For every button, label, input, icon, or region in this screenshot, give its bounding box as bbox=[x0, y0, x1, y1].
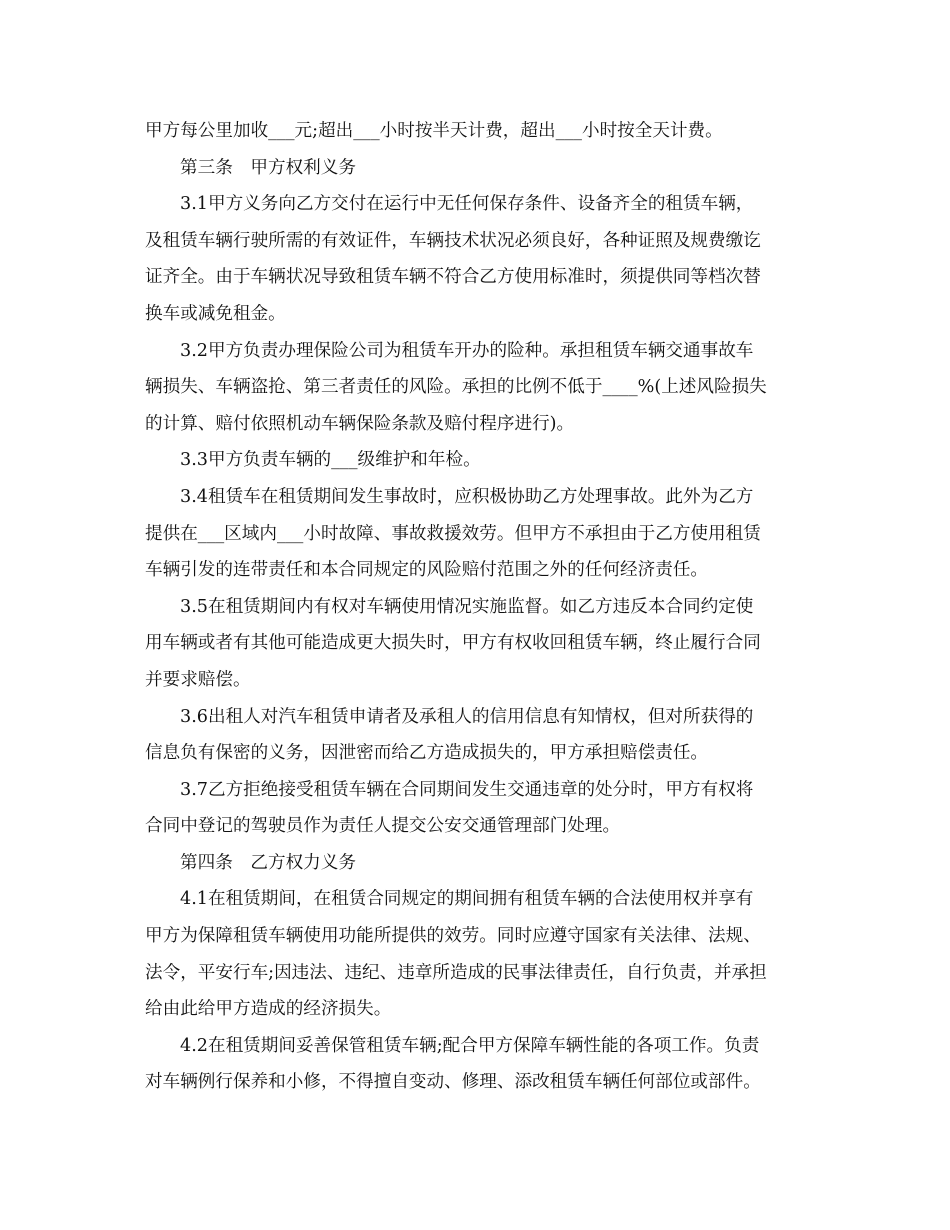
clause-3-3: 3.3甲方负责车辆的___级维护和年检。 bbox=[180, 450, 481, 471]
text-line: 证齐全。由于车辆状况导致租赁车辆不符合乙方使用标准时，须提供同等档次替 bbox=[145, 267, 761, 288]
text-line: 信息负有保密的义务，因泄密而给乙方造成损失的，甲方承担赔偿责任。 bbox=[145, 743, 709, 764]
text-line: 换车或减免租金。 bbox=[145, 303, 286, 324]
text-line: 法令，平安行车;因违法、违纪、违章所造成的民事法律责任，自行负责，并承担 bbox=[145, 962, 767, 983]
text-line: 提供在___区域内___小时故障、事故救援效劳。但甲方不承担由于乙方使用租赁 bbox=[145, 523, 761, 544]
clause-4-1: 4.1在租赁期间，在租赁合同规定的期间拥有租赁车辆的合法使用权并享有 bbox=[180, 889, 754, 910]
clause-3-5: 3.5在租赁期间内有权对车辆使用情况实施监督。如乙方违反本合同约定使 bbox=[180, 596, 754, 617]
text-line: 辆损失、车辆盗抢、第三者责任的风险。承担的比例不低于____%(上述风险损失 bbox=[145, 377, 767, 398]
text-line: 车辆引发的连带责任和本合同规定的风险赔付范围之外的任何经济责任。 bbox=[145, 560, 709, 581]
document-body bbox=[145, 113, 810, 1101]
text-line: 对车辆例行保养和小修，不得擅自变动、修理、添改租赁车辆任何部位或部件。 bbox=[145, 1072, 761, 1093]
text-line: 甲方每公里加收___元;超出___小时按半天计费，超出___小时按全天计费。 bbox=[145, 121, 723, 141]
text-line: 合同中登记的驾驶员作为责任人提交公安交通管理部门处理。 bbox=[145, 816, 621, 837]
clause-3-2: 3.2甲方负责办理保险公司为租赁车开办的险种。承担租赁车辆交通事故车 bbox=[180, 340, 754, 361]
section-heading-article-4: 第四条 乙方权力义务 bbox=[180, 852, 356, 873]
text-line: 甲方为保障租赁车辆使用功能所提供的效劳。同时应遵守国家有关法律、法规、 bbox=[145, 926, 761, 947]
text-line: 及租赁车辆行驶所需的有效证件，车辆技术状况必须良好，各种证照及规费缴讫 bbox=[145, 230, 761, 251]
text-line: 给由此给甲方造成的经济损失。 bbox=[145, 999, 392, 1020]
clause-3-6: 3.6出租人对汽车租赁申请者及承租人的信用信息有知情权，但对所获得的 bbox=[180, 706, 754, 727]
clause-3-7: 3.7乙方拒绝接受租赁车辆在合同期间发生交通违章的处分时，甲方有权将 bbox=[180, 779, 754, 800]
section-heading-article-3: 第三条 甲方权利义务 bbox=[180, 157, 356, 178]
text-line: 并要求赔偿。 bbox=[145, 669, 251, 690]
text-line: 用车辆或者有其他可能造成更大损失时，甲方有权收回租赁车辆，终止履行合同 bbox=[145, 633, 761, 654]
clause-3-4: 3.4租赁车在租赁期间发生事故时，应积极协助乙方处理事故。此外为乙方 bbox=[180, 486, 754, 507]
text-line: 的计算、赔付依照机动车辆保险条款及赔付程序进行)。 bbox=[145, 413, 575, 434]
clause-3-1: 3.1甲方义务向乙方交付在运行中无任何保存条件、设备齐全的租赁车辆， bbox=[180, 194, 754, 215]
clause-4-2: 4.2在租赁期间妥善保管租赁车辆;配合甲方保障车辆性能的各项工作。负责 bbox=[180, 1035, 760, 1056]
